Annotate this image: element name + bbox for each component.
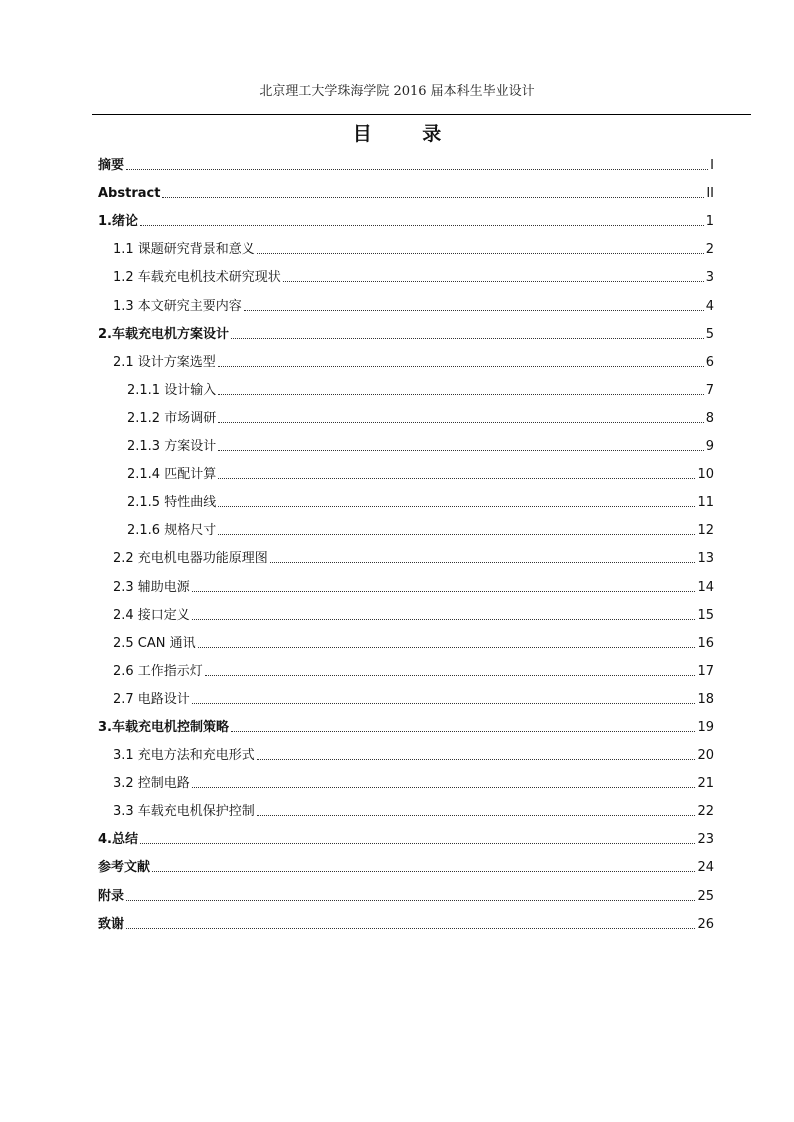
toc-entry-page-number: 4 bbox=[705, 298, 714, 314]
toc-entry[interactable] bbox=[98, 794, 714, 822]
toc-entry-label: 2.1.1 设计输入 bbox=[127, 382, 217, 398]
toc-entry-page-number: 16 bbox=[697, 635, 714, 651]
toc-entry-label: 2.3 辅助电源 bbox=[113, 579, 190, 595]
toc-entry-page-number: II bbox=[706, 186, 714, 202]
dot-leader bbox=[192, 591, 696, 592]
dot-leader bbox=[126, 928, 695, 929]
toc-entry[interactable] bbox=[98, 260, 714, 288]
toc-entry-label: 摘要 bbox=[98, 158, 125, 174]
toc-entry-label: 2.6 工作指示灯 bbox=[113, 663, 203, 679]
dot-leader bbox=[257, 253, 704, 254]
toc-entry-label: 4.总结 bbox=[98, 832, 138, 848]
dot-leader bbox=[218, 506, 695, 507]
toc-entry-label: 3.车载充电机控制策略 bbox=[98, 719, 229, 735]
dot-leader bbox=[192, 619, 696, 620]
toc-entry-page-number: 11 bbox=[697, 495, 714, 511]
toc-entry[interactable] bbox=[98, 204, 714, 232]
toc-entry-label: 2.2 充电机电器功能原理图 bbox=[113, 551, 268, 567]
toc-entry-label: 1.绪论 bbox=[98, 214, 138, 230]
toc-entry-page-number: 8 bbox=[705, 410, 714, 426]
toc-entry[interactable] bbox=[98, 626, 714, 654]
toc-entry-page-number: 24 bbox=[697, 860, 714, 876]
toc-entry-page-number: 22 bbox=[697, 804, 714, 820]
dot-leader bbox=[126, 900, 695, 901]
toc-entry-page-number: 25 bbox=[697, 888, 714, 904]
toc-title: 目 录 bbox=[352, 123, 464, 145]
dot-leader bbox=[198, 647, 696, 648]
toc-entry-label: 2.5 CAN 通讯 bbox=[113, 635, 196, 651]
toc-entry-label: 3.2 控制电路 bbox=[113, 776, 190, 792]
dot-leader bbox=[140, 843, 695, 844]
dot-leader bbox=[218, 534, 695, 535]
page-header: 北京理工大学珠海学院 2016 届本科生毕业设计 bbox=[259, 84, 535, 99]
dot-leader bbox=[231, 731, 695, 732]
toc-entry-page-number: 19 bbox=[697, 719, 714, 735]
dot-leader bbox=[231, 338, 704, 339]
toc-entry-label: Abstract bbox=[98, 186, 161, 202]
toc-entry-page-number: 6 bbox=[705, 354, 714, 370]
dot-leader bbox=[152, 871, 695, 872]
dot-leader bbox=[192, 703, 696, 704]
toc-entry-page-number: 2 bbox=[705, 242, 714, 258]
toc-entry[interactable] bbox=[98, 738, 714, 766]
toc-entry-label: 2.1 设计方案选型 bbox=[113, 354, 216, 370]
toc-entry-page-number: 17 bbox=[697, 663, 714, 679]
dot-leader bbox=[218, 478, 695, 479]
toc-entry-label: 参考文献 bbox=[98, 860, 151, 876]
toc-entry-label: 1.1 课题研究背景和意义 bbox=[113, 242, 255, 258]
toc-entry-label: 2.车载充电机方案设计 bbox=[98, 326, 229, 342]
toc-entry[interactable] bbox=[98, 541, 714, 569]
dot-leader bbox=[192, 787, 696, 788]
toc-entry[interactable] bbox=[98, 513, 714, 541]
dot-leader bbox=[283, 281, 704, 282]
dot-leader bbox=[218, 394, 704, 395]
toc-entry-label: 3.1 充电方法和充电形式 bbox=[113, 748, 255, 764]
toc-entry-label: 3.3 车载充电机保护控制 bbox=[113, 804, 255, 820]
dot-leader bbox=[218, 366, 704, 367]
table-of-contents bbox=[98, 148, 714, 935]
toc-entry[interactable] bbox=[98, 654, 714, 682]
toc-entry-label: 2.4 接口定义 bbox=[113, 607, 190, 623]
toc-entry[interactable] bbox=[98, 766, 714, 794]
toc-entry[interactable] bbox=[98, 710, 714, 738]
toc-entry[interactable] bbox=[98, 317, 714, 345]
header-rule bbox=[92, 114, 751, 115]
dot-leader bbox=[126, 169, 708, 170]
toc-entry-page-number: 23 bbox=[697, 832, 714, 848]
toc-entry[interactable] bbox=[98, 176, 714, 204]
toc-entry-label: 1.3 本文研究主要内容 bbox=[113, 298, 242, 314]
toc-entry-page-number: 13 bbox=[697, 551, 714, 567]
toc-entry-label: 2.1.2 市场调研 bbox=[127, 410, 217, 426]
dot-leader bbox=[205, 675, 696, 676]
toc-entry-page-number: 18 bbox=[697, 691, 714, 707]
toc-entry[interactable] bbox=[98, 878, 714, 906]
toc-entry-page-number: 20 bbox=[697, 748, 714, 764]
toc-entry-page-number: 15 bbox=[697, 607, 714, 623]
dot-leader bbox=[218, 450, 704, 451]
toc-entry-page-number: 12 bbox=[697, 523, 714, 539]
toc-entry[interactable] bbox=[98, 485, 714, 513]
dot-leader bbox=[270, 562, 696, 563]
toc-entry-label: 2.1.6 规格尺寸 bbox=[127, 523, 217, 539]
toc-entry-label: 2.1.4 匹配计算 bbox=[127, 467, 217, 483]
toc-entry[interactable] bbox=[98, 373, 714, 401]
toc-entry[interactable] bbox=[98, 907, 714, 935]
toc-entry-page-number: 26 bbox=[697, 916, 714, 932]
toc-entry-page-number: 1 bbox=[705, 214, 714, 230]
toc-entry-page-number: 7 bbox=[705, 382, 714, 398]
toc-entry[interactable] bbox=[98, 148, 714, 176]
dot-leader bbox=[162, 197, 704, 198]
toc-entry[interactable] bbox=[98, 232, 714, 260]
toc-entry-page-number: 21 bbox=[697, 776, 714, 792]
dot-leader bbox=[257, 815, 696, 816]
toc-entry[interactable] bbox=[98, 345, 714, 373]
toc-entry-page-number: 14 bbox=[697, 579, 714, 595]
toc-entry-label: 2.1.5 特性曲线 bbox=[127, 495, 217, 511]
toc-entry-page-number: 9 bbox=[705, 439, 714, 455]
toc-entry-label: 2.7 电路设计 bbox=[113, 691, 190, 707]
dot-leader bbox=[244, 310, 704, 311]
toc-entry[interactable] bbox=[98, 457, 714, 485]
dot-leader bbox=[218, 422, 704, 423]
toc-entry-page-number: 10 bbox=[697, 467, 714, 483]
toc-entry[interactable] bbox=[98, 569, 714, 597]
toc-entry[interactable] bbox=[98, 682, 714, 710]
toc-entry-page-number: 3 bbox=[705, 270, 714, 286]
toc-entry[interactable] bbox=[98, 429, 714, 457]
toc-entry-label: 致谢 bbox=[98, 916, 125, 932]
dot-leader bbox=[140, 225, 704, 226]
toc-entry[interactable] bbox=[98, 850, 714, 878]
toc-entry[interactable] bbox=[98, 598, 714, 626]
toc-entry[interactable] bbox=[98, 288, 714, 316]
toc-entry[interactable] bbox=[98, 822, 714, 850]
dot-leader bbox=[257, 759, 696, 760]
toc-entry[interactable] bbox=[98, 401, 714, 429]
toc-entry-label: 1.2 车载充电机技术研究现状 bbox=[113, 270, 281, 286]
toc-entry-label: 2.1.3 方案设计 bbox=[127, 439, 217, 455]
toc-entry-label: 附录 bbox=[98, 888, 125, 904]
toc-entry-page-number: I bbox=[710, 158, 714, 174]
toc-entry-page-number: 5 bbox=[705, 326, 714, 342]
